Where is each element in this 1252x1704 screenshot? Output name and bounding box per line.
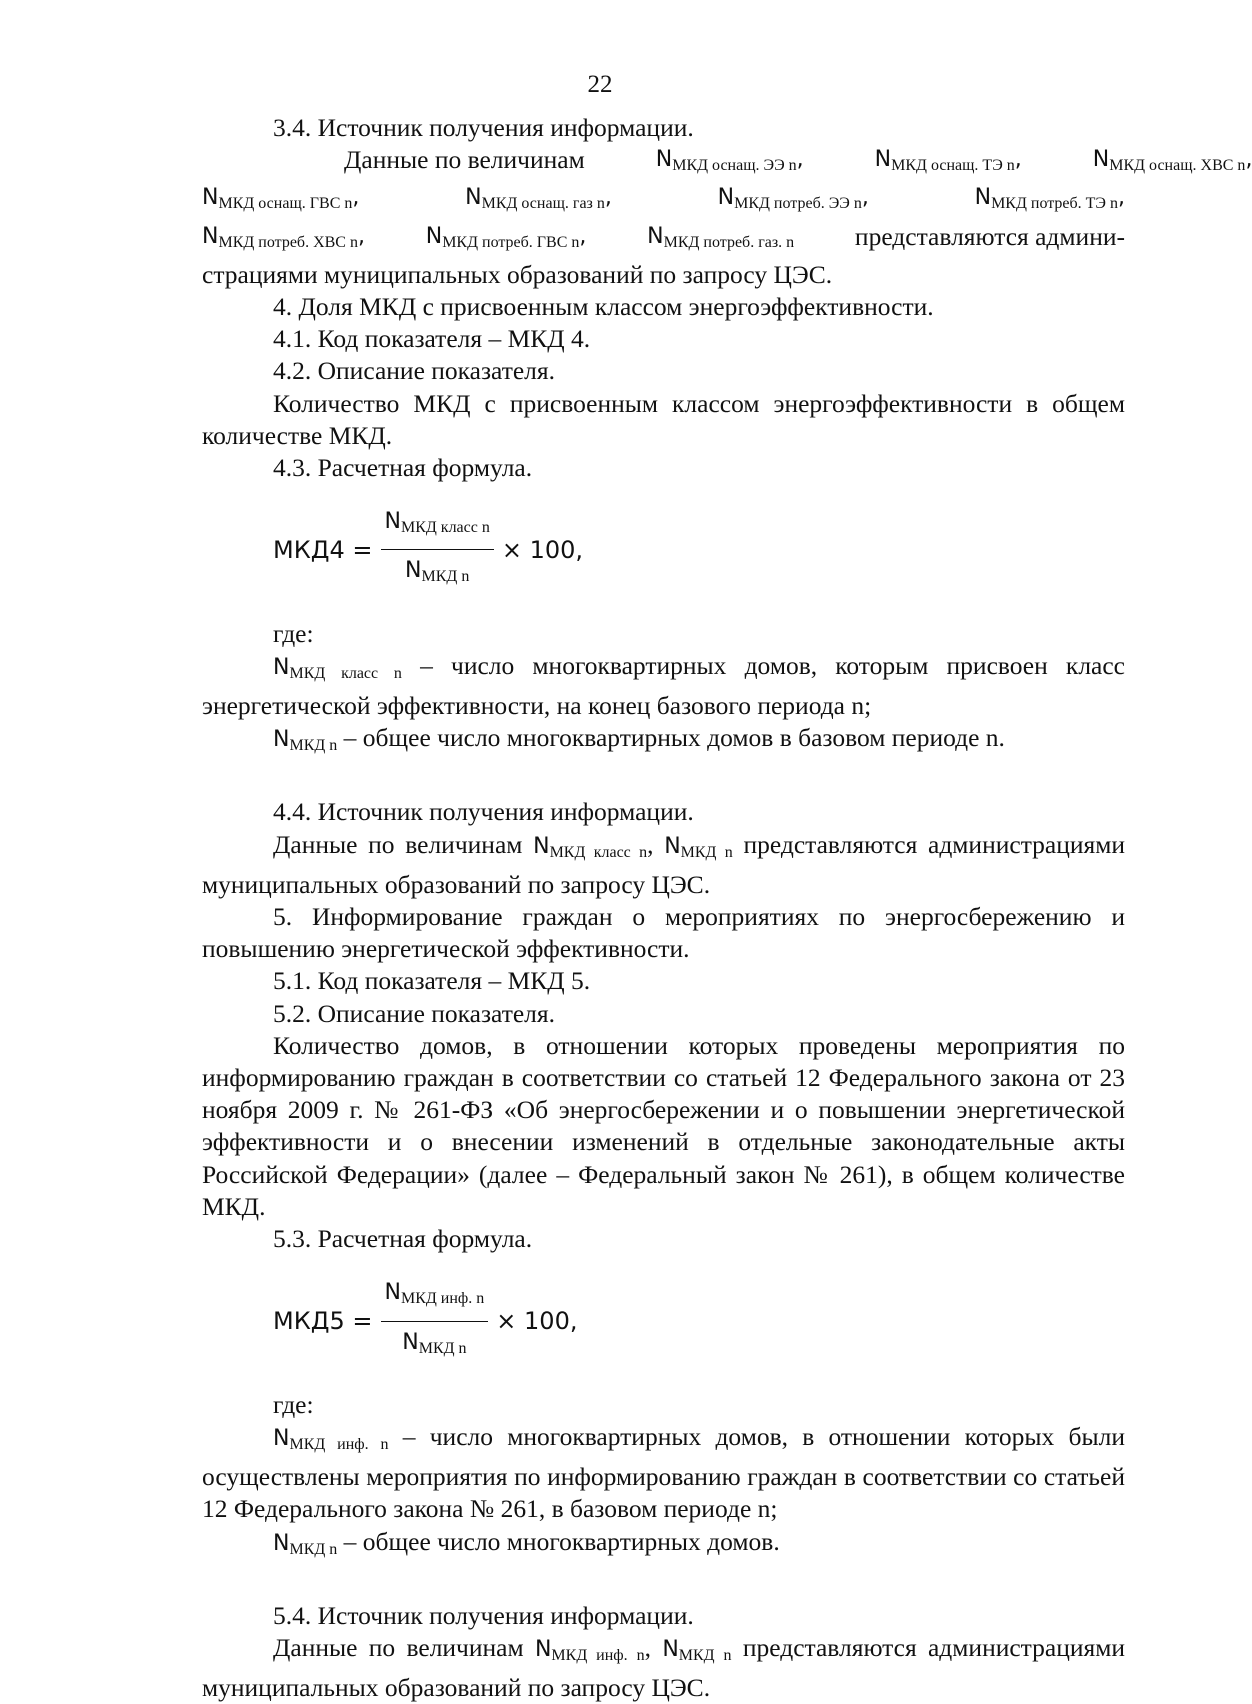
sec3-4-heading: 3.4. Источник получения информации.	[273, 113, 694, 142]
var-n-osn-te: $N_{МКД оснащ. ТЭ n}$,	[874, 147, 1022, 175]
var-n-potr-gvs: $N_{МКД потреб. ГВС n}$,	[425, 223, 587, 251]
sec3-4-lead: Данные по величинам	[344, 145, 585, 175]
sec4-desc: Количество МКД с присвоенным классом энергоэффективности в общем количестве МКД.	[202, 388, 1125, 450]
sec3-4-tail1: представляются админи-	[854, 221, 1125, 251]
sec5-desc: Количество домов, в отношении которых проведены мероприятия по информированию граждан в соответствии со статьей 12 Федерального закона от 23 ноября 2009 г. № 261-ФЗ «Об энергосбережении и о повышении энергетической эффективности и о внесении изменений в отдельные законодательные акты Российской Федерации» (далее – Федеральный закон № 261), в общем количестве МКД.	[202, 1030, 1125, 1221]
sec3-4-tail2: страциями муниципальных образований по запросу ЦЭС.	[202, 259, 833, 289]
sec5-source: Данные по величинам $N_{МКД инф. n}$, $N_{МКД n}$ представляются администрациями муниципальных образований по запросу ЦЭС.	[202, 1632, 1126, 1703]
sec5-formula-heading: 5.3. Расчетная формула.	[273, 1224, 533, 1254]
sec4-source-heading: 4.4. Источник получения информации.	[273, 797, 694, 827]
sec4-code: 4.1. Код показателя – МКД 4.	[273, 324, 591, 354]
sec4-formula-heading: 4.3. Расчетная формула.	[273, 453, 533, 483]
sec4-def1: $N_{МКД класс n}$ – число многоквартирных домов, которым присвоен класс энергетической эффективности, на конец базового периода n;	[202, 650, 1126, 721]
formula-mkd5	[273, 1277, 1125, 1364]
formula-mkd5-denominator: $N_{МКД n}$	[402, 1329, 467, 1357]
formula-mkd5-numerator: $N_{МКД инф. n}$	[381, 1277, 489, 1321]
var-n-potr-gaz: $N_{МКД потреб. газ. n}$	[647, 223, 795, 251]
var-n-osn-hvs: $N_{МКД оснащ. ХВС n}$,	[1092, 147, 1252, 175]
page-number: 22	[587, 71, 613, 98]
sec3-4-vars-line1	[202, 144, 1252, 182]
sec5-def1: $N_{МКД инф. n}$ – число многоквартирных домов, в отношении которых были осуществлены мероприятия по информированию граждан в соответствии со статьей 12 Федерального закона № 261, в базовом периоде n;	[202, 1421, 1125, 1524]
sec4-source: Данные по величинам $N_{МКД класс n}$, $N_{МКД n}$ представляются администрациями муниципальных образований по запросу ЦЭС.	[202, 829, 1126, 899]
formula-mkd4	[273, 506, 1125, 593]
formula-mkd4-denominator: $N_{МКД n}$	[405, 558, 470, 586]
sec4-def2: $N_{МКД n}$ – общее число многоквартирных домов в базовом периоде n.	[273, 723, 1005, 755]
var-n-osn-ee: $N_{МКД оснащ. ЭЭ n}$,	[655, 147, 804, 175]
var-n-potr-hvs: $N_{МКД потреб. ХВС n}$,	[202, 223, 365, 251]
sec5-source-heading: 5.4. Источник получения информации.	[273, 1600, 694, 1630]
sec3-4-vars-line3	[202, 221, 1125, 259]
sec5-desc-heading: 5.2. Описание показателя.	[273, 998, 556, 1028]
var-n-potr-ee: $N_{МКД потреб. ЭЭ n}$,	[717, 185, 869, 213]
sec5-title: 5. Информирование граждан о мероприятиях по энергосбережению и повышению энергетической эффективности.	[202, 902, 1125, 964]
formula-mkd4-fraction	[381, 506, 494, 593]
sec4-where: где:	[273, 618, 314, 648]
sec5-where: где:	[273, 1389, 314, 1419]
formula-mkd5-tail: × 100,	[496, 1306, 578, 1335]
sec4-title: 4. Доля МКД с присвоенным классом энергоэффективности.	[273, 292, 934, 322]
var-n-potr-te: $N_{МКД потреб. ТЭ n}$,	[974, 185, 1125, 213]
var-n-osn-gaz: $N_{МКД оснащ. газ n}$,	[465, 185, 612, 213]
sec5-code: 5.1. Код показателя – МКД 5.	[273, 966, 591, 996]
page-content	[202, 112, 1252, 1704]
formula-mkd5-fraction	[381, 1277, 489, 1364]
sec4-desc-heading: 4.2. Описание показателя.	[273, 356, 556, 386]
var-n-osn-gvs: $N_{МКД оснащ. ГВС n}$,	[202, 185, 360, 213]
formula-mkd4-tail: × 100,	[501, 535, 584, 564]
sec3-4-vars-line2	[202, 182, 1125, 220]
formula-mkd4-numerator: $N_{МКД класс n}$	[381, 506, 494, 550]
sec5-def2: $N_{МКД n}$ – общее число многоквартирных домов.	[273, 1526, 780, 1558]
formula-mkd5-lhs: МКД5 =	[273, 1306, 373, 1335]
formula-mkd4-lhs: МКД4 =	[273, 535, 373, 564]
